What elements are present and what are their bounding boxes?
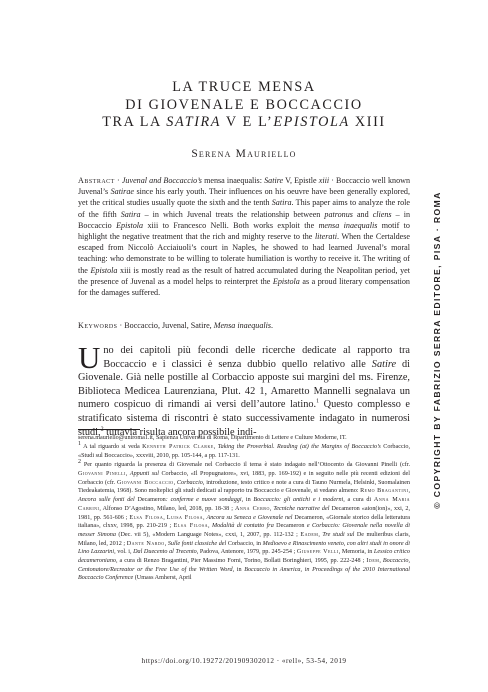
abstract-label: Abstract: [78, 176, 115, 185]
copyright-margin: [412, 175, 462, 525]
footnote-separator: [78, 429, 140, 430]
keywords-label: Keywords: [78, 321, 118, 330]
footnote-2: $^2$ Per quanto riguarda la presenza di Giovenale nel Corbaccio il tema è stato indagato nell’Ottocento da Giovanni Pinelli (cfr. Giovanni Pinelli, Appunti sul Corbaccio, «Il Propugnatore», xvi, 1883, pp. 169-192) e in seguito nelle più recenti edizioni del Corbaccio (cfr. Giovanni Boccaccio, Corbaccio, introduzione, testo critico e note a cura di Tauno Nurmela, Helsinki, Suomalainen Tiedeakatemia, 1968). Sono molteplici gli studi dedicati al rapporto tra Boccaccio e Giovenale, si vedano almeno: Remo Bragantini, Ancora sulle fonti del Decameron: conferme e nuove sondaggi, in Boccaccio: gli antichi e i moderni, a cura di Anna Maria Cabrini, Alfonso D’Agostino, Milano, led, 2018, pp. 18-38 ; Anna Cerbo, Tecniche narrative del Decameron «aion(ion)», xxi, 2, 1981, pp. 561-606 ; Elsa Filosa, Luisa Filosa, Ancora su Seneca e Giovenale nel Decameron, «Giornale storico della letteratura italiana», clxxv, 1998, pp. 210-219 ; Elsa Filosa, Modalità di contatto fra Decameron e Corbaccio: Giovenale nella novella di messer Simona (Dec. vii 5), «Modern Language Notes», cxxi, 1, 2007, pp. 112-132 ; Eadem, Tre studi sul De mulieribus claris, Milano, led, 2012 ; Dante Nardo, Sulle fonti classiche del Corbaccio, in Medioevo e Rinascimento veneto, con altri studi in onore di Lino Lazzarini, vol. i, Dal Duecento al Trecento, Padova, Antenore, 1979, pp. 245-254 ; Giuseppe Velli, Memoria, in Lessico critico decameroniano, a cura di Renzo Bragantini, Pier Massimo Forni, Torino, Bollati Boringhieri, 1995, pp. 222-248 ; Idem, Boccaccio, Centonatore/Recreator or the Free Use of the Written Word, in Boccaccio in America, in Proceedings of the 2010 International Boccaccio Conference (Umass Amherst, April: [78, 459, 411, 582]
abstract: Abstract · Juvenal and Boccaccio’s mensa inaequalis: Satire V, Epistle xiii · Boccaccio well known Juvenal’s Satirae since his early youth. Their influences on his oeuvre have been generally explored, yet the critical studies usually quote the sixth and the tenth Satira. This paper aims to analyze the role of the fifth Satira – in which Juvenal treats the relationship between patronus and cliens – in Boccaccio Epistola xiii to Francesco Nelli. Both works exploit the mensa inaequalis motif to highlight the negative treatment that the rich and mighty reserve to the literati. When the Certaldese escaped from Niccolò Acciaiuoli’s court in Naples, he showed to had learned Juvenal’s moral teaching: who demonstrate to be willing to tolerate humiliation is worthy to receive it. The writing of the Epistola xiii is mostly read as the result of hatred accumulated during the Neapolitan period, yet the presence of Juvenal as a model helps to reinterpret the Epistola as a proud literary compensation for the damages suffered.: [78, 176, 411, 298]
article-title-line-3: TRA LA SATIRA V E L’EPISTOLA XIII: [102, 114, 386, 130]
article-title-line-2: DI GIOVENALE E BOCCACCIO: [125, 97, 363, 113]
footnote-ref-2[interactable]: 2: [100, 426, 104, 433]
footnote-1: $^1$ A tal riguardo si veda Kenneth Patrick Clarke, Taking the Proverbial. Reading (at) the Margins of Boccaccio’s Corbaccio, «Studi sul Boccaccio», xxxviii, 2010, pp. 105-144, a pp. 117-131.: [78, 441, 410, 459]
affiliation-note: serena.mauriello@uniroma1.it, Sapienza Università di Roma, Dipartimento di Lettere e Culture Moderne, IT.: [78, 435, 347, 441]
author-name: Serena Mauriello: [191, 148, 297, 160]
keywords: Keywords · Boccaccio, Juvenal, Satire, Mensa inaequalis.: [78, 321, 274, 330]
footnote-ref-1[interactable]: 1: [316, 398, 320, 405]
article-title-line-1: LA TRUCE MENSA: [172, 79, 316, 95]
drop-cap: U: [78, 340, 101, 375]
footnotes: [78, 434, 410, 584]
doi-line[interactable]: https://doi.org/10.19272/201909302012 · «rell», 53-54, 2019: [141, 657, 347, 665]
body-text: Uno dei capitoli più fecondi delle ricerche dedicate al rapporto tra Boccaccio e i classici è senza dubbio quello relativo alle Satire di Giovenale. Già nelle postille al Corbaccio apposte sui margini del ms. Firenze, Biblioteca Medicea Laurenziana, Plut. 42 1, Amaretto Mannelli segnalava un numero cospicuo di rimandi ai versi dell’autore latino.$^1$ Questo complesso e stratificato sistema di riscontri è stato successivamente indagato in numerosi studi,$^2$ tuttavia risulta ancora possibile indi-: [78, 340, 410, 438]
copyright-notice: © COPYRIGHT BY FABRIZIO SERRA EDITORE, PISA · ROMA: [432, 191, 442, 509]
